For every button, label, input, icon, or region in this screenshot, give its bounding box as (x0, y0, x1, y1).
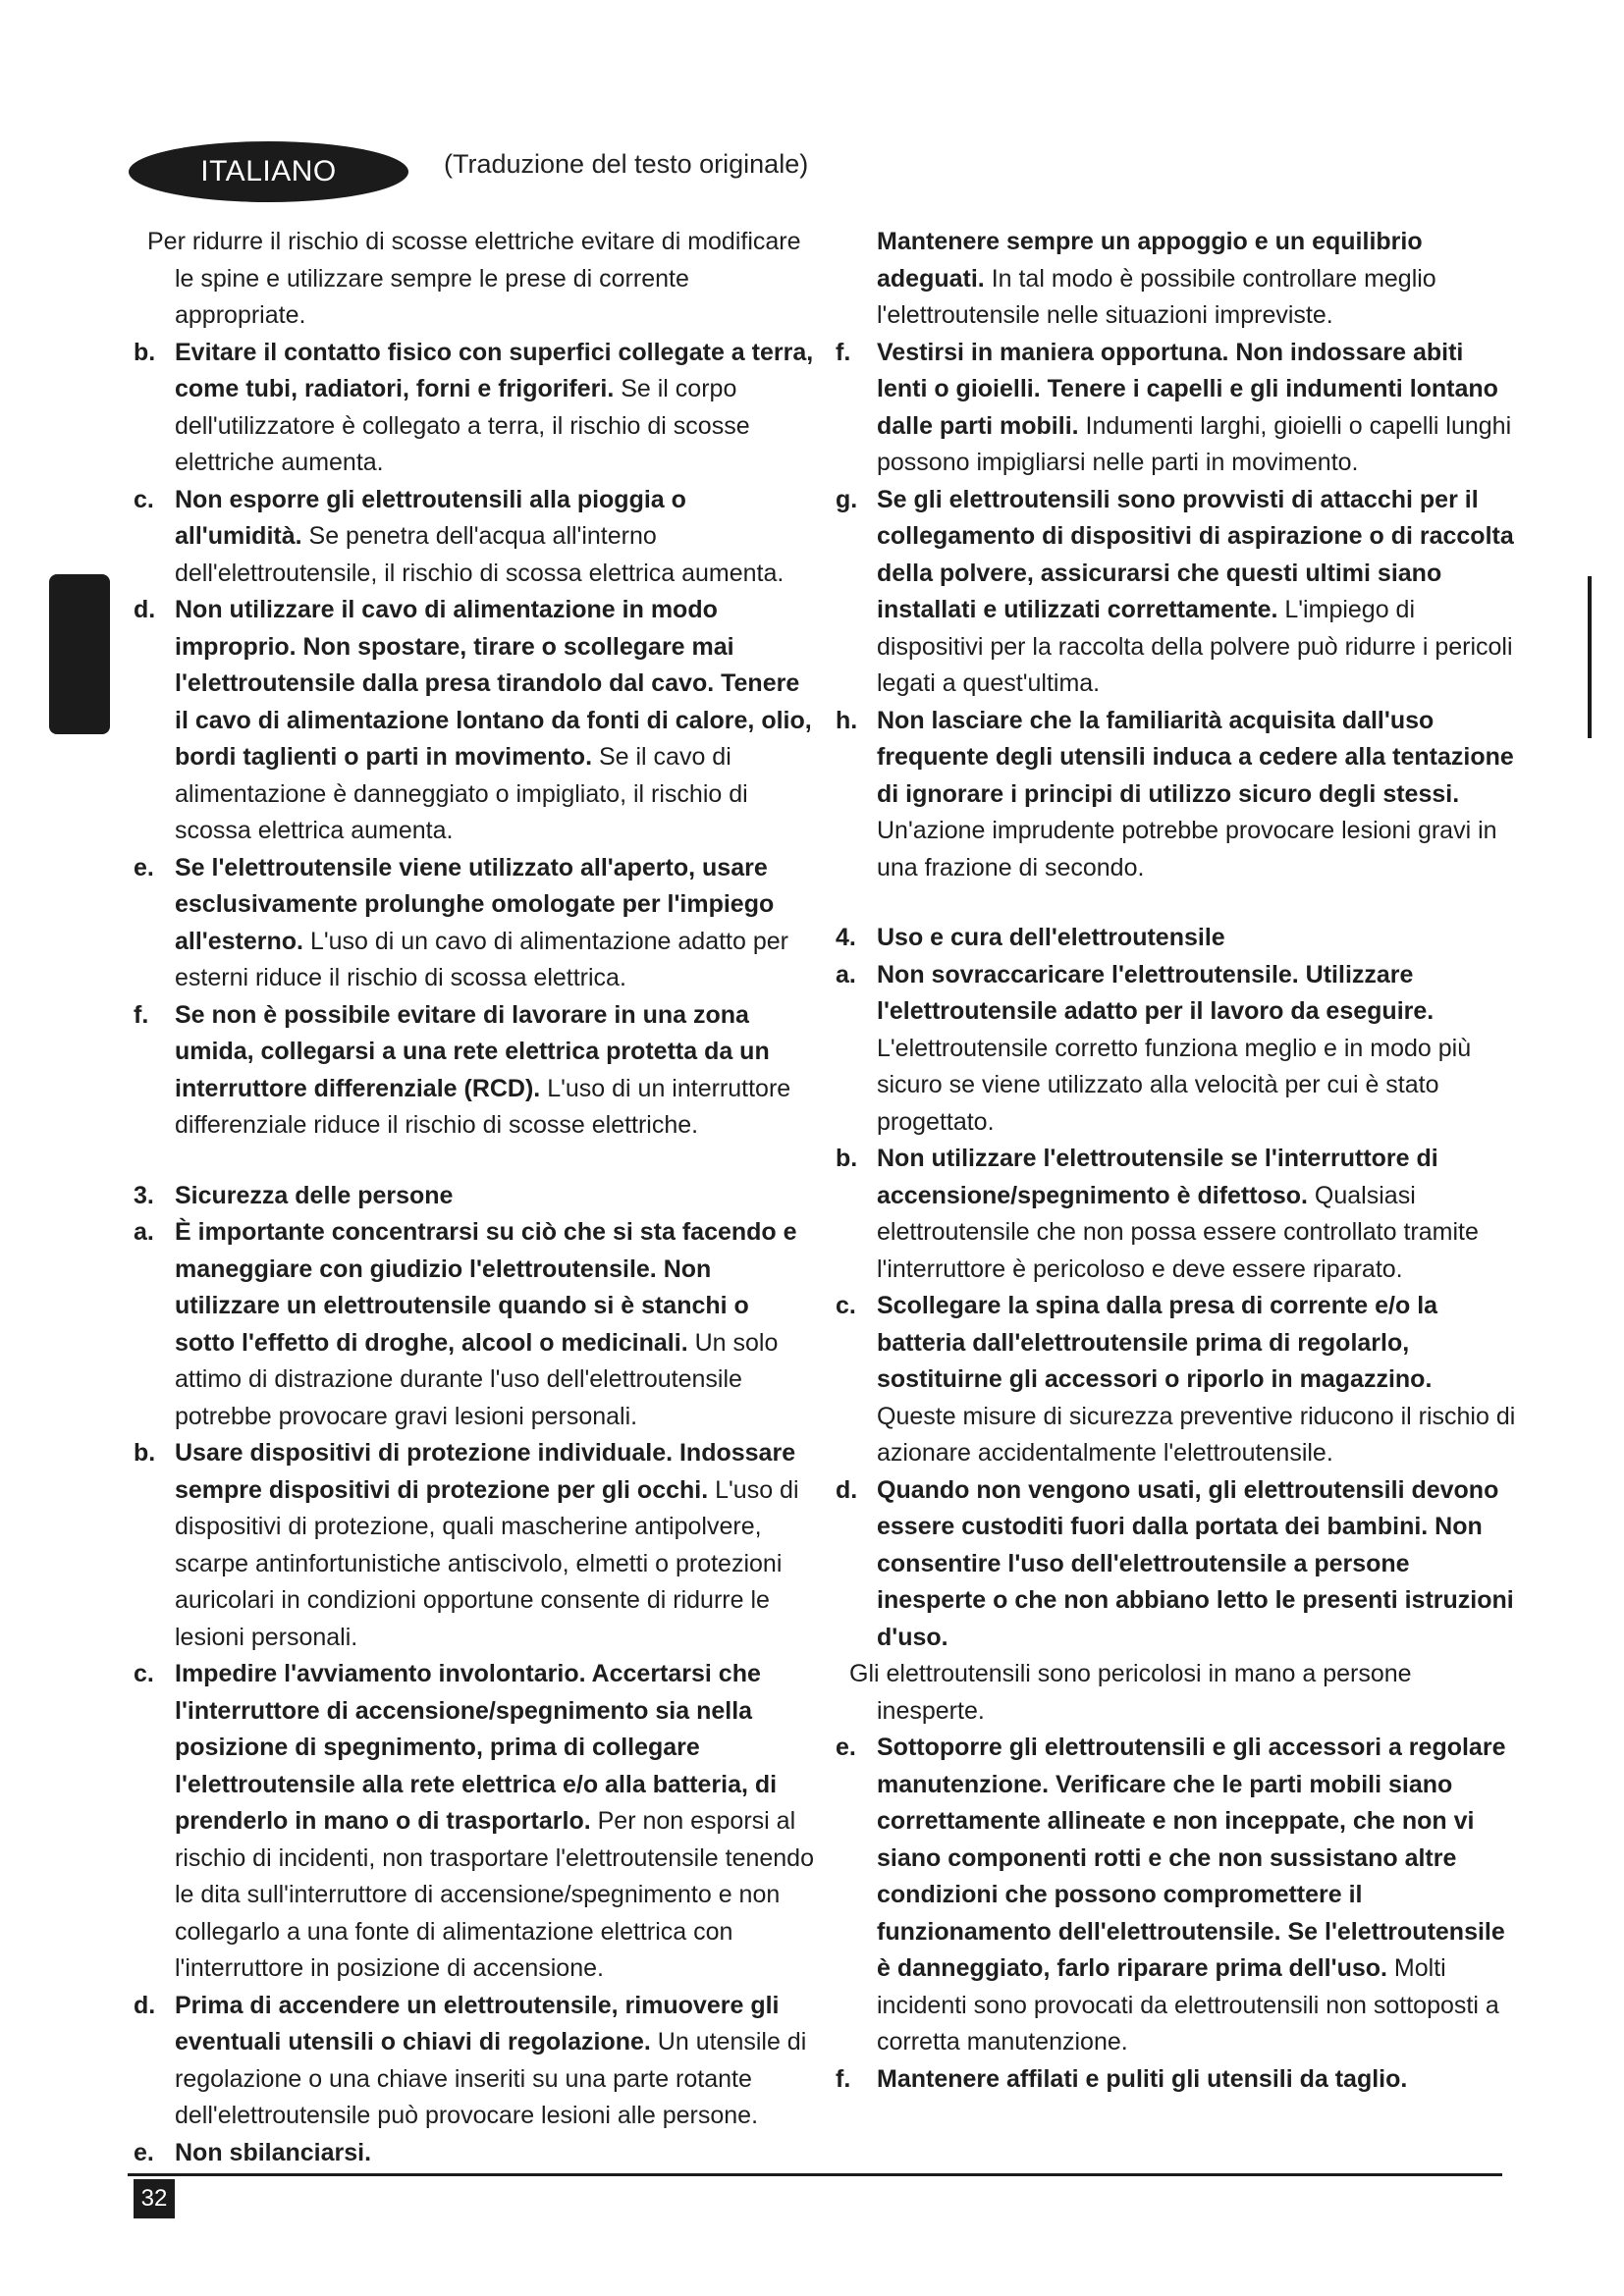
list-item: a. È importante concentrarsi su ciò che si sta facendo e maneggiare con giudizio l'elettroutensile. Non utilizzare un elettroutensile quando si è stanchi o sotto l'effetto di droghe, alcool o medicinali. Un solo attimo di distrazione durante l'uso dell'elettroutensile potrebbe provocare gravi lesioni personali. (134, 1218, 797, 1430)
list-item: e. Sottoporre gli elettroutensili e gli accessori a regolare manutenzione. Verificare che le parti mobili siano correttamente allineate e non inceppate, che non vi siano componenti rotti e che non sussistano altre condizioni che possono compromettere il funzionamento dell'elettroutensile. Se l'elettroutensile è danneggiato, farlo riparare prima dell'uso. Molti incidenti sono provocati da elettroutensili non sottoposti a corretta manutenzione. (836, 1734, 1506, 2056)
list-item: d. Non utilizzare il cavo di alimentazione in modo improprio. Non spostare, tirare o scollegare mai l'elettroutensile dalla presa tirandolo dal cavo. Tenere il cavo di alimentazione lontano da fonti di calore, olio, bordi taglienti o parti in movimento. Se il cavo di alimentazione è danneggiato o impigliato, il rischio di scossa elettrica aumenta. (134, 596, 812, 844)
list-item: d. Prima di accendere un elettroutensile, rimuovere gli eventuali utensili o chiavi di regolazione. Un utensile di regolazione o una chiave inseriti su una parte rotante dell'elettroutensile può provocare lesioni alle persone. (134, 1991, 807, 2129)
continued-paragraph: Gli elettroutensili sono pericolosi in mano a persone inesperte. (849, 1660, 1412, 1725)
intro-paragraph: Per ridurre il rischio di scosse elettriche evitare di modificare le spine e utilizzare sempre le prese di corrente appropriate. (147, 228, 801, 329)
section-heading: 3. Sicurezza delle persone (134, 1181, 454, 1209)
side-margin-line (1588, 576, 1592, 738)
list-item: a. Non sovraccaricare l'elettroutensile. Utilizzare l'elettroutensile adatto per il lavoro da eseguire. L'elettroutensile corretto funziona meglio e in modo più sicuro se viene utilizzato alla velocità per cui è stato progettato. (836, 960, 1472, 1136)
footer-rule (128, 2173, 1502, 2176)
list-item: d. Quando non vengono usati, gli elettroutensili devono essere custoditi fuori dalla portata dei bambini. Non consentire l'uso dell'elettroutensile a persone inesperte o che non abbiano letto le presenti istruzioni d'uso. (836, 1475, 1514, 1651)
left-column (128, 224, 815, 2171)
right-column (830, 224, 1517, 2098)
list-item: h. Non lasciare che la familiarità acquisita dall'uso frequente degli utensili induca a cedere alla tentazione di ignorare i principi di utilizzo sicuro degli stessi. Un'azione imprudente potrebbe provocare lesioni gravi in una frazione di secondo. (836, 706, 1514, 881)
section-heading: 4. Uso e cura dell'elettroutensile (836, 924, 1225, 951)
list-item: f. Mantenere affilati e puliti gli utensili da taglio. (836, 2064, 1408, 2093)
page-number: 32 (134, 2179, 175, 2218)
language-badge: ITALIANO (129, 141, 408, 202)
translation-note: (Traduzione del testo originale) (444, 149, 809, 179)
list-item: c. Scollegare la spina dalla presa di corrente e/o la batteria dall'elettroutensile prima di regolarlo, sostituirne gli accessori o riporlo in magazzino. Queste misure di sicurezza preventive riducono il rischio di azionare accidentalmente l'elettroutensile. (836, 1292, 1516, 1467)
list-item: f. Vestirsi in maniera opportuna. Non indossare abiti lenti o gioielli. Tenere i capelli e gli indumenti lontano dalle parti mobili. Indumenti larghi, gioielli o capelli lunghi possono impigliarsi nelle parti in movimento. (836, 338, 1512, 476)
continued-paragraph: Mantenere sempre un appoggio e un equilibrio adeguati. In tal modo è possibile controllare meglio l'elettroutensile nelle situazioni impreviste. (877, 228, 1436, 329)
list-item: g. Se gli elettroutensili sono provvisti di attacchi per il collegamento di dispositivi di aspirazione o di raccolta della polvere, assicurarsi che questi ultimi siano installati e utilizzati correttamente. L'impiego di dispositivi per la raccolta della polvere può ridurre i pericoli legati a quest'ultima. (836, 485, 1514, 697)
list-item: f. Se non è possibile evitare di lavorare in una zona umida, collegarsi a una rete elettrica protetta da un interruttore differenziale (RCD). L'uso di un interruttore differenziale riduce il rischio di scosse elettriche. (134, 1000, 791, 1139)
list-item: c. Impedire l'avviamento involontario. Accertarsi che l'interruttore di accensione/spegnimento sia nella posizione di spegnimento, prima di collegare l'elettroutensile alla rete elettrica e/o alla batteria, di prenderlo in mano o di trasportarlo. Per non esporsi al rischio di incidenti, non trasportare l'elettroutensile tenendo le dita sull'interruttore di accensione/spegnimento e non collegarlo a una fonte di alimentazione elettrica con l'interruttore in posizione di accensione. (134, 1660, 814, 1982)
list-item: e. Se l'elettroutensile viene utilizzato all'aperto, usare esclusivamente prolunghe omologate per l'impiego all'esterno. L'uso di un cavo di alimentazione adatto per esterni riduce il rischio di scossa elettrica. (134, 853, 788, 991)
section-tab-marker (49, 574, 110, 734)
list-item: e. Non sbilanciarsi. (134, 2138, 372, 2166)
list-item: b. Evitare il contatto fisico con superfici collegate a terra, come tubi, radiatori, forni e frigoriferi. Se il corpo dell'utilizzatore è collegato a terra, il rischio di scosse elettriche aumenta. (134, 338, 814, 476)
list-item: b. Usare dispositivi di protezione individuale. Indossare sempre dispositivi di protezione per gli occhi. L'uso di dispositivi di protezione, quali mascherine antipolvere, scarpe antinfortunistiche antiscivolo, elmetti o protezioni auricolari in condizioni opportune consente di ridurre le lesioni personali. (134, 1439, 799, 1651)
list-item: b. Non utilizzare l'elettroutensile se l'interruttore di accensione/spegnimento è difettoso. Qualsiasi elettroutensile che non possa essere controllato tramite l'interruttore è pericoloso e deve essere riparato. (836, 1145, 1479, 1283)
list-item: c. Non esporre gli elettroutensili alla pioggia o all'umidità. Se penetra dell'acqua all'interno dell'elettroutensile, il rischio di scossa elettrica aumenta. (134, 485, 785, 587)
